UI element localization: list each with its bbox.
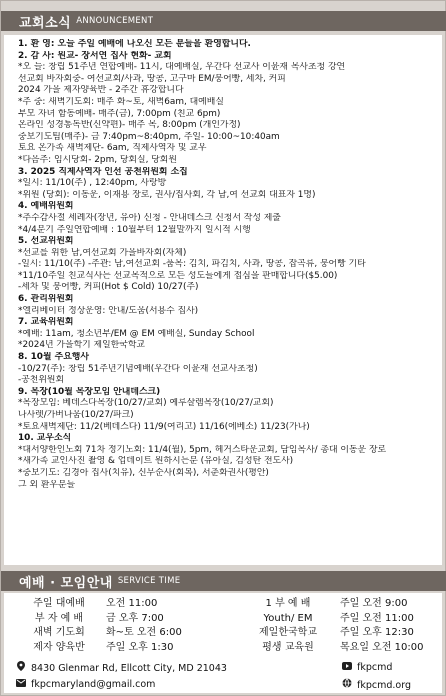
service-time: 주일 오전 9:00 [340, 598, 408, 609]
announcement-heading: 7. 교육위원회 [18, 317, 74, 328]
service-time: 주일 오후 1:30 [106, 641, 174, 653]
announcement-line: 나사렛/가버나움(10/27/파크) [18, 410, 134, 420]
announcement-line: *위원 (당회): 이동운, 이재용 장로, 권사/집사회, 각 남,여 선교회 대표자 1명) [18, 189, 316, 200]
announcement-heading: 6. 관리위원회 [18, 294, 74, 305]
announcement-line: *토요새벽제단: 11/2(베데스다) 11/9(여리고) 11/16(에베소) 11/23(가나) [18, 421, 310, 432]
service-name: 새벽 기도회 [33, 627, 85, 638]
service-row [16, 597, 446, 612]
announcement-heading: 10. 교우소식 [18, 433, 72, 444]
announcement-line: *예배: 11am, 청소년부/EM @ EM 예배실, Sunday School [18, 328, 255, 339]
footer-row-1 [4, 660, 446, 674]
service-time: 주일 오전 11:00 [340, 612, 414, 624]
service-name: Youth/ EM [263, 612, 313, 624]
announcement-subtitle: ANNOUNCEMENT [76, 16, 154, 26]
service-name: 평생 교육원 [262, 641, 314, 653]
announcement-line: *오 늘: 창립 51주년 연합예배- 11시, 대예배실, 우간다 선교사 이윤재 목사초청 강연 [18, 62, 346, 73]
announcement-line: *대서양한인노회 71차 정기노회: 11/4(월), 5pm, 헤거스타운교회, 담임목사/ 총대 이동운 장로 [18, 444, 387, 455]
service-table [16, 597, 446, 655]
announcement-line: *2024년 가을학기 제일한국학교 [18, 340, 145, 351]
announcement-line: *엘리베이터 정상운영: 안내/도움(서용수 집사) [18, 305, 199, 316]
email-link[interactable]: fkpcmaryland@gmail.com [31, 678, 156, 690]
service-name: 주일 대예배 [33, 598, 85, 609]
globe-icon [342, 678, 352, 691]
service-time: 오전 11:00 [106, 598, 158, 609]
service-name: 제일한국학교 [259, 627, 317, 638]
announcement-heading: 4. 예배위원회 [18, 201, 74, 212]
service-name: 제자 양육반 [33, 641, 85, 653]
announcement-line: 온라인 성경통독반(신약편)- 매주 목, 8:00pm (개인가정) [18, 120, 241, 131]
announcement-heading: 8. 10월 주요행사 [18, 352, 89, 363]
email-icon [16, 679, 26, 690]
youtube-link[interactable]: fkpcmd [357, 661, 393, 673]
address-text: 8430 Glenmar Rd, Ellcott City, MD 21043 [31, 662, 227, 674]
announcement-line: *일시: 11/10(주) , 12:40pm, 사랑방 [18, 178, 167, 189]
service-time: 목요일 오전 10:00 [340, 641, 424, 653]
announcement-line: -일시: 11/10(주) -주관: 남,여선교회 -품목: 김치, 파김치, 사과, 땅콩, 잡곡류, 붕어빵 기타 [18, 259, 366, 270]
service-row [16, 626, 446, 641]
service-header [1, 571, 446, 591]
announcement-line: *새가족 교인사진 촬영 & 업데이트 원하시는분 (유아실, 김성탄 전도사) [18, 456, 294, 467]
announcement-line: 부모 자녀 함동예배- 매주(금), 7:00pm (친교 6pm) [18, 108, 221, 119]
website-link[interactable]: fkpcmd.org [357, 679, 411, 691]
service-name: 부 자 예 배 [34, 612, 84, 624]
announcement-line: *중보기도: 김경아 집사(치유), 신무순사(회복), 서춘화권사(평안) [18, 467, 269, 478]
service-row [16, 641, 446, 656]
service-time: 주일 오후 12:30 [340, 627, 414, 638]
announcement-heading: 1. 환 영: 오늘 주일 예배에 나오신 모든 분들을 환영합니다. [18, 39, 251, 49]
announcement-line: 선교회 바자회중- 여선교회/사과, 땅콩, 고구마 EM/붕어빵, 세차, 커피 [18, 73, 286, 84]
service-title: 예배 · 모임안내 [19, 575, 113, 591]
announcement-header [1, 11, 446, 31]
service-subtitle: SERVICE TIME [117, 576, 181, 586]
service-time: 금 오후 7:00 [106, 612, 164, 624]
announcement-line: 중보기도팀(매주)- 금 7:40pm~8:40pm, 주일- 10:00~10:40am [18, 131, 280, 142]
announcement-line: -세차 및 붕어빵, 커피(Hot $ Cold) 10/27(주) [18, 282, 199, 293]
service-name: 1 부 예 배 [265, 598, 311, 609]
announcement-box [4, 35, 442, 565]
service-row [16, 612, 446, 627]
service-box [4, 593, 442, 693]
announcement-line: *추수감사절 세례자(장년, 유아) 신청 - 안내데스크 신청서 작성 제출 [18, 212, 281, 223]
announcement-list [18, 39, 436, 491]
announcement-heading: 9. 목장(10월 목장모임 안내데스크) [18, 386, 161, 397]
footer-row-2 [4, 677, 446, 691]
announcement-line: 토요 온가족 새벽제단- 6am, 직제사역자 및 교우 [18, 143, 207, 154]
service-time: 화~토 오전 6:00 [106, 627, 182, 638]
map-pin-icon [16, 661, 26, 674]
announcement-line: *다음주: 임시당회- 2pm, 당회실, 당회원 [18, 154, 177, 165]
announcement-line: *목장모임: 베데스다목장(10/27/교회) 예루살렘목장(10/27/교회) [18, 398, 274, 409]
announcement-line: 2024 가을 제자양육반 - 2주간 휴강합니다 [18, 85, 184, 96]
announcement-line: *11/10주일 친교식사는 선교목적으로 모든 성도들에게 접심을 판매합니다($5.00) [18, 270, 338, 281]
announcement-line: -10/27(주): 창립 51주년기념예배(우간다 이윤재 선교사초청) [18, 363, 258, 374]
announcement-heading: 5. 선교위원회 [18, 236, 74, 247]
announcement-line: *주 중: 새벽기도회: 매주 화~토, 새벽6am, 대예배실 [18, 96, 224, 107]
announcement-line: 그 외 환우분들 [18, 479, 76, 490]
youtube-icon[interactable] [342, 662, 352, 673]
announcement-heading: 3. 2025 직제사역자 인선 공천위원회 소집 [18, 166, 188, 177]
announcement-heading: 2. 감 사: 원교- 장서연 집사 현화- 교회 [18, 50, 172, 61]
announcement-title: 교회소식 [19, 15, 72, 31]
announcement-line: -공천위원회 [18, 375, 65, 386]
announcement-line: *4/4분기 주일연합예배 : 10월부터 12월말까지 일시적 시행 [18, 224, 251, 235]
announcement-line: *선교를 위한 남,여선교회 가을바자회(자체) [18, 247, 187, 258]
